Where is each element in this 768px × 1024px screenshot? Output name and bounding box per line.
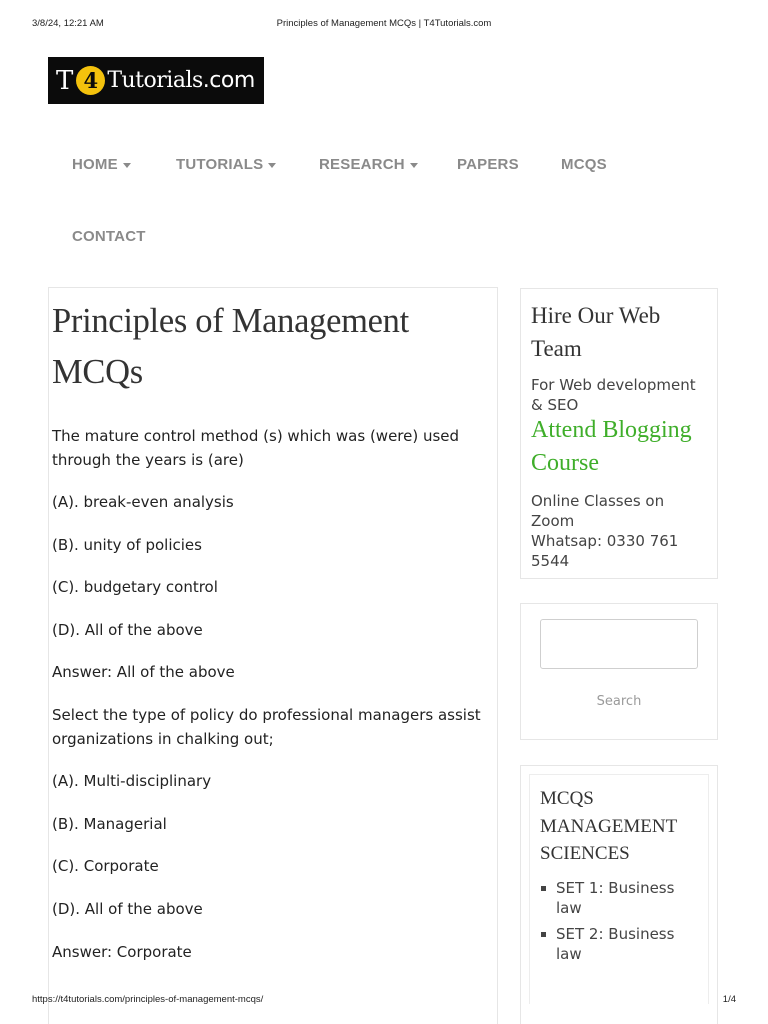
logo-letter-t: T	[56, 65, 74, 96]
hire-subtitle-line1: For Web development	[531, 376, 696, 394]
hire-widget	[520, 288, 718, 579]
nav-contact[interactable]	[72, 226, 146, 246]
logo-com-text: .com	[202, 68, 255, 93]
online-classes-text	[531, 491, 711, 571]
question-2-line1: Select the type of policy do professional managers assist	[52, 706, 481, 724]
caret-down-icon	[410, 163, 418, 168]
q1-option-b: (B). unity of policies	[52, 536, 202, 554]
nav-papers[interactable]	[457, 154, 519, 174]
category-item-set1-line2: law	[556, 899, 582, 917]
q1-option-a: (A). break-even analysis	[52, 493, 234, 511]
logo-four-badge: 4	[76, 66, 105, 95]
question-1	[52, 424, 492, 472]
print-header	[0, 18, 768, 32]
q2-option-d: (D). All of the above	[52, 900, 203, 918]
question-2-line2: organizations in chalking out;	[52, 730, 274, 748]
page-title-line2: MCQs	[52, 353, 143, 391]
blogging-course-line2: Course	[531, 450, 599, 476]
question-1-line2: through the years is (are)	[52, 451, 244, 469]
q2-answer: Answer: Corporate	[52, 943, 192, 961]
caret-down-icon	[123, 163, 131, 168]
nav-home[interactable]	[72, 154, 131, 174]
nav-home-label: HOME	[72, 155, 118, 173]
q2-option-c: (C). Corporate	[52, 857, 159, 875]
q2-option-a: (A). Multi-disciplinary	[52, 772, 212, 790]
nav-mcqs[interactable]	[561, 154, 607, 174]
hire-title-line1: Hire Our Web	[531, 303, 661, 328]
page-title-line1: Principles of Management	[52, 302, 409, 340]
nav-research-label: RESEARCH	[319, 155, 405, 173]
category-widget	[520, 765, 718, 1024]
whatsapp-line1: Whatsap: 0330 761	[531, 532, 679, 550]
nav-tutorials[interactable]	[176, 154, 276, 174]
q1-option-d: (D). All of the above	[52, 621, 203, 639]
site-logo[interactable]	[48, 57, 264, 104]
category-title	[540, 785, 700, 868]
blogging-course-link[interactable]	[531, 414, 721, 480]
print-url: https://t4tutorials.com/principles-of-management-mcqs/	[32, 994, 264, 1005]
category-list	[540, 878, 700, 970]
category-item-set1[interactable]	[540, 878, 700, 918]
print-doc-title: Principles of Management MCQs | T4Tutorials.com	[276, 18, 492, 29]
nav-contact-label: CONTACT	[72, 227, 146, 245]
print-page-number: 1/4	[722, 994, 736, 1005]
category-inner-box	[529, 774, 709, 1004]
search-widget	[520, 603, 718, 740]
search-button[interactable]: Search	[596, 694, 642, 709]
question-1-line1: The mature control method (s) which was (were) used	[52, 427, 460, 445]
article-card	[48, 287, 498, 1024]
category-title-line1: MCQS	[540, 788, 594, 809]
category-item-set2[interactable]	[540, 924, 700, 964]
nav-research[interactable]	[319, 154, 418, 174]
q2-option-b: (B). Managerial	[52, 815, 167, 833]
hire-subtitle	[531, 375, 711, 415]
category-item-set2-line2: law	[556, 945, 582, 963]
search-input[interactable]	[540, 619, 698, 669]
category-title-line2: MANAGEMENT	[540, 815, 678, 837]
hire-title	[531, 299, 711, 365]
hire-title-line2: Team	[531, 336, 582, 361]
nav-papers-label: PAPERS	[457, 155, 519, 173]
category-item-set2-line1: SET 2: Business	[556, 925, 675, 943]
q1-answer: Answer: All of the above	[52, 663, 235, 681]
nav-tutorials-label: TUTORIALS	[176, 155, 264, 173]
print-footer	[0, 994, 768, 1008]
category-title-line3: SCIENCES	[540, 843, 630, 864]
print-datetime: 3/8/24, 12:21 AM	[32, 18, 104, 29]
online-classes-line1: Online Classes on	[531, 492, 665, 510]
q1-option-c: (C). budgetary control	[52, 578, 218, 596]
hire-subtitle-line2: & SEO	[531, 396, 579, 414]
logo-tutorials-text: Tutorials	[107, 68, 203, 93]
whatsapp-line2: 5544	[531, 552, 570, 570]
nav-mcqs-label: MCQS	[561, 155, 607, 173]
page-title	[52, 296, 497, 398]
category-item-set1-line1: SET 1: Business	[556, 879, 675, 897]
online-classes-line2: Zoom	[531, 512, 575, 530]
caret-down-icon	[268, 163, 276, 168]
blogging-course-line1: Attend Blogging	[531, 417, 692, 443]
question-2	[52, 703, 492, 751]
